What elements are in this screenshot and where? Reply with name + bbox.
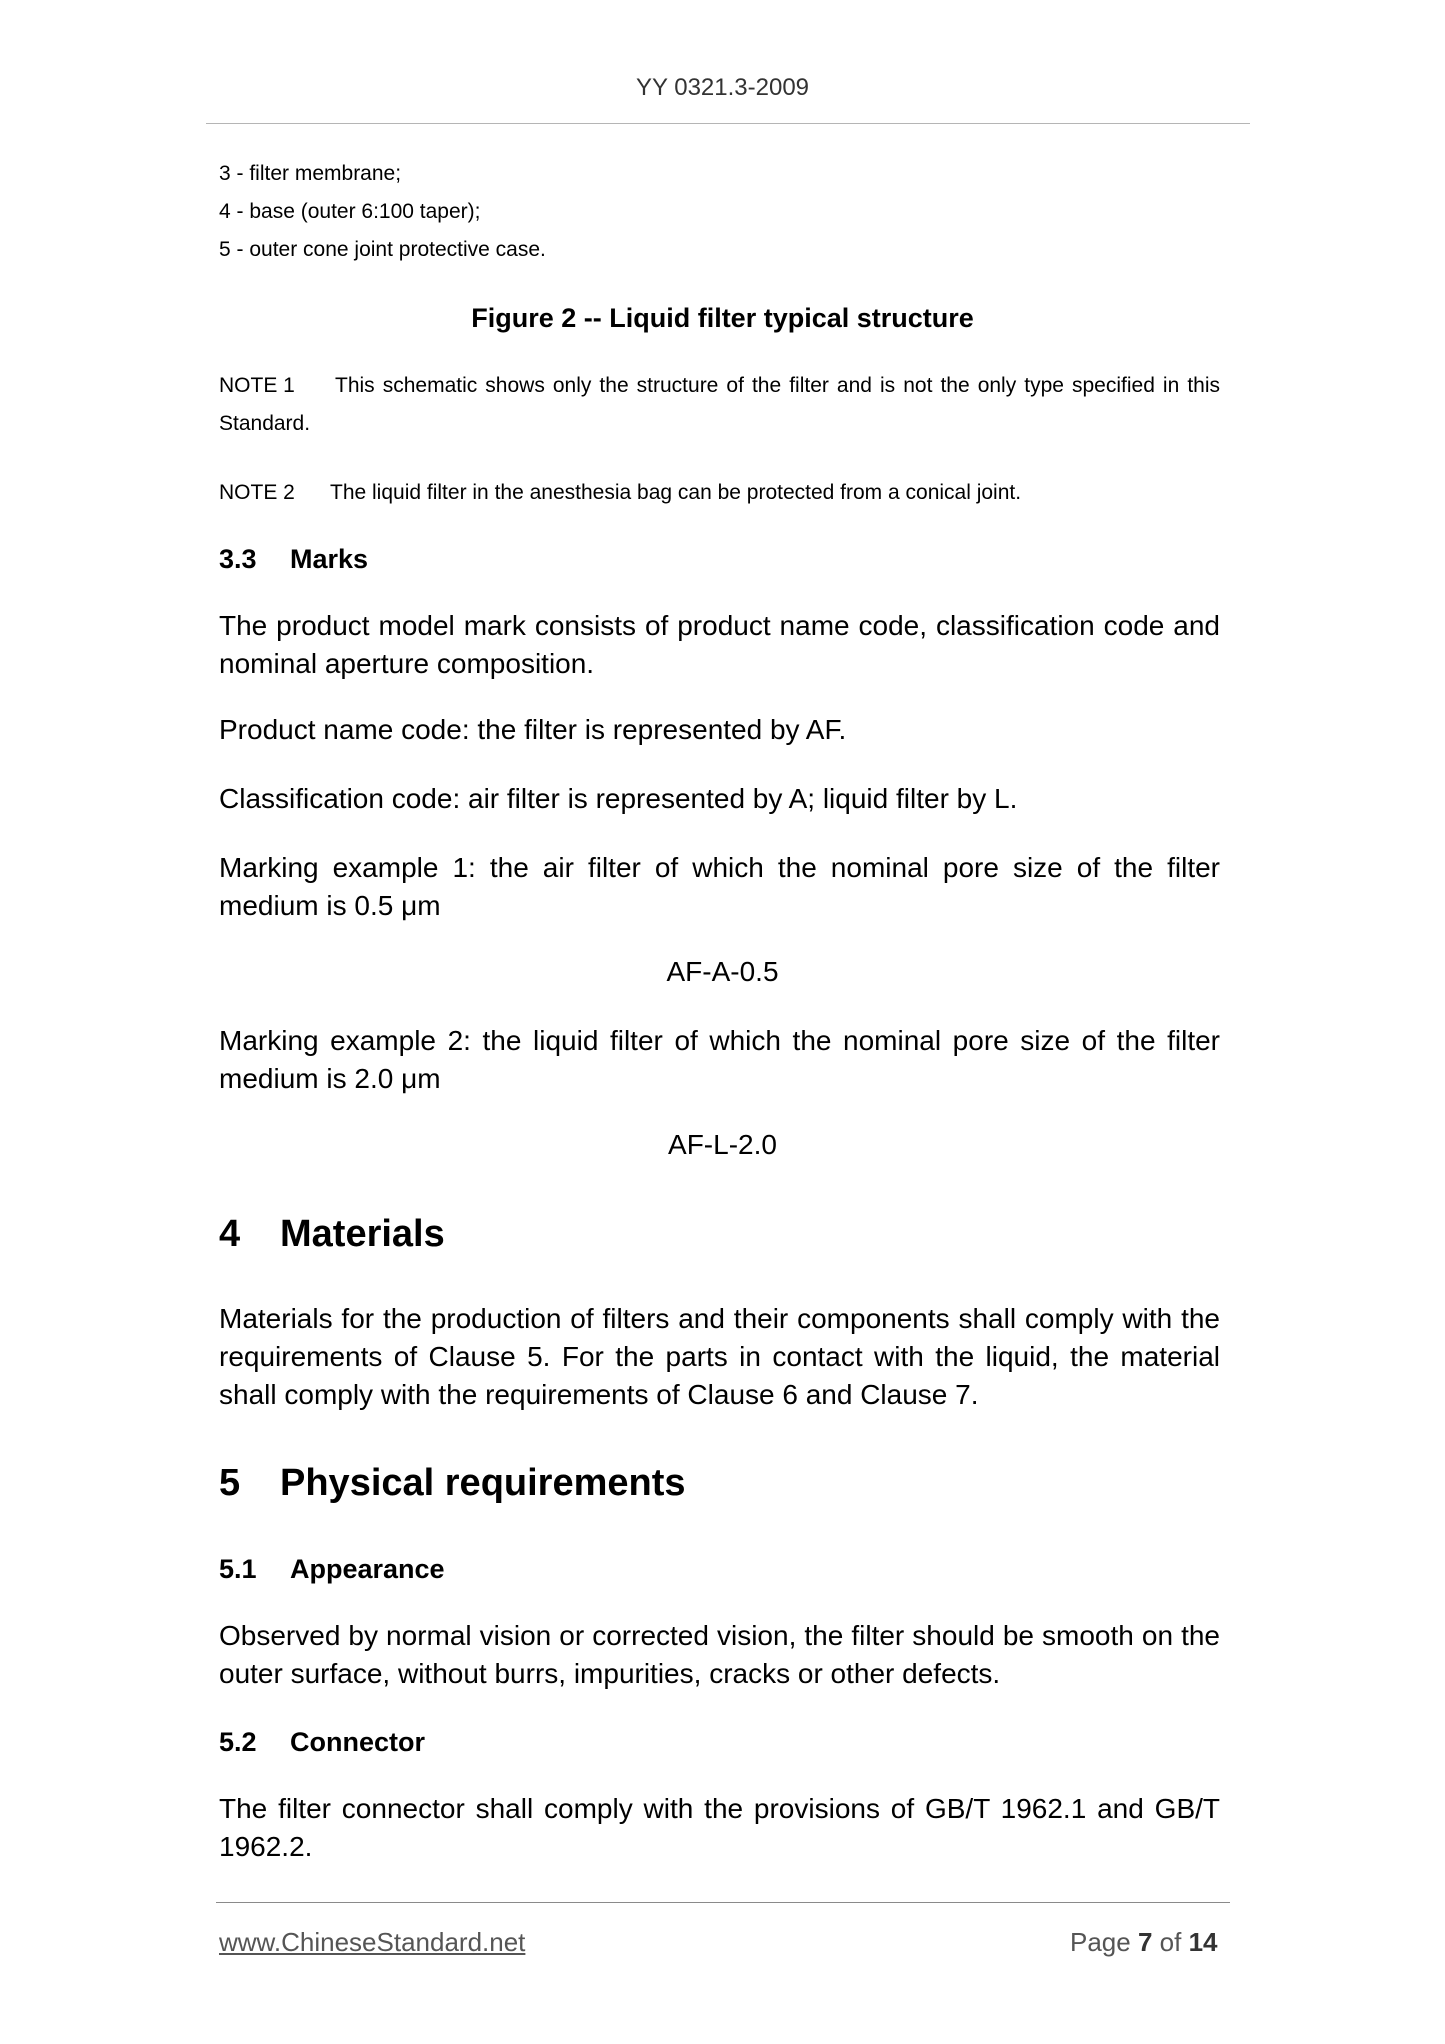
footer-divider <box>216 1902 1230 1903</box>
note-text: The liquid filter in the anesthesia bag can be protected from a conical joint. <box>330 481 1022 504</box>
paragraph: Observed by normal vision or corrected vision, the filter should be smooth on the outer surface, without burrs, impurities, cracks or other defects. <box>219 1620 1220 1689</box>
marking-example-1: Marking example 1: the air filter of which the nominal pore size of the filter medium is 0.5 μm <box>219 852 1220 921</box>
note-label: NOTE 2 <box>219 481 295 504</box>
section-number: 4 <box>219 1213 241 1255</box>
section-3-3-heading <box>219 541 368 577</box>
page-prefix: Page <box>1070 1927 1131 1957</box>
paragraph: The filter connector shall comply with the provisions of GB/T 1962.1 and GB/T 1962.2. <box>219 1793 1220 1862</box>
paragraph: The product model mark consists of product name code, classification code and nominal aperture composition. <box>219 610 1220 679</box>
section-title: Appearance <box>290 1554 445 1584</box>
page-of: of <box>1159 1927 1182 1957</box>
section-title: Marks <box>290 544 369 574</box>
section-4-heading <box>219 1210 445 1258</box>
paragraph: Classification code: air filter is represented by A; liquid filter by L. <box>219 783 1018 814</box>
marking-code-2: AF-L-2.0 <box>668 1129 777 1160</box>
section-5-1-heading <box>219 1551 445 1587</box>
legend-item: 5 - outer cone joint protective case. <box>219 238 546 261</box>
paragraph: Product name code: the filter is represented by AF. <box>219 714 847 745</box>
page-current: 7 <box>1137 1927 1153 1957</box>
header-divider <box>206 123 1250 124</box>
note-label: NOTE 1 <box>219 374 295 397</box>
legend-item: 3 - filter membrane; <box>219 162 402 185</box>
section-number: 5 <box>219 1462 241 1504</box>
section-title: Connector <box>290 1727 425 1757</box>
section-number: 3.3 <box>219 544 257 574</box>
section-title: Physical requirements <box>280 1462 686 1504</box>
section-title: Materials <box>280 1213 445 1255</box>
section-5-2-heading <box>219 1724 425 1760</box>
legend-item: 4 - base (outer 6:100 taper); <box>219 200 481 223</box>
page-indicator <box>1070 1925 1218 1959</box>
paragraph: Materials for the production of filters and their components shall comply with the requirements of Clause 5. For the parts in contact with the liquid, the material shall comply with the requirements of Clause 6 and Clause 7. <box>219 1303 1220 1410</box>
section-number: 5.2 <box>219 1727 257 1757</box>
note-2 <box>219 474 1220 512</box>
figure-caption: Figure 2 -- Liquid filter typical structure <box>471 303 974 333</box>
marking-code-1: AF-A-0.5 <box>666 956 779 987</box>
page-total: 14 <box>1188 1927 1218 1957</box>
marking-example-2: Marking example 2: the liquid filter of which the nominal pore size of the filter medium is 2.0 μm <box>219 1025 1220 1094</box>
document-code-header: YY 0321.3-2009 <box>635 74 810 101</box>
website-link[interactable]: www.ChineseStandard.net <box>219 1927 526 1957</box>
section-5-heading <box>219 1459 686 1507</box>
note-text: This schematic shows only the structure of the filter and is not the only type specified in this Standard. <box>219 374 1220 435</box>
note-1 <box>219 367 1220 443</box>
section-number: 5.1 <box>219 1554 257 1584</box>
